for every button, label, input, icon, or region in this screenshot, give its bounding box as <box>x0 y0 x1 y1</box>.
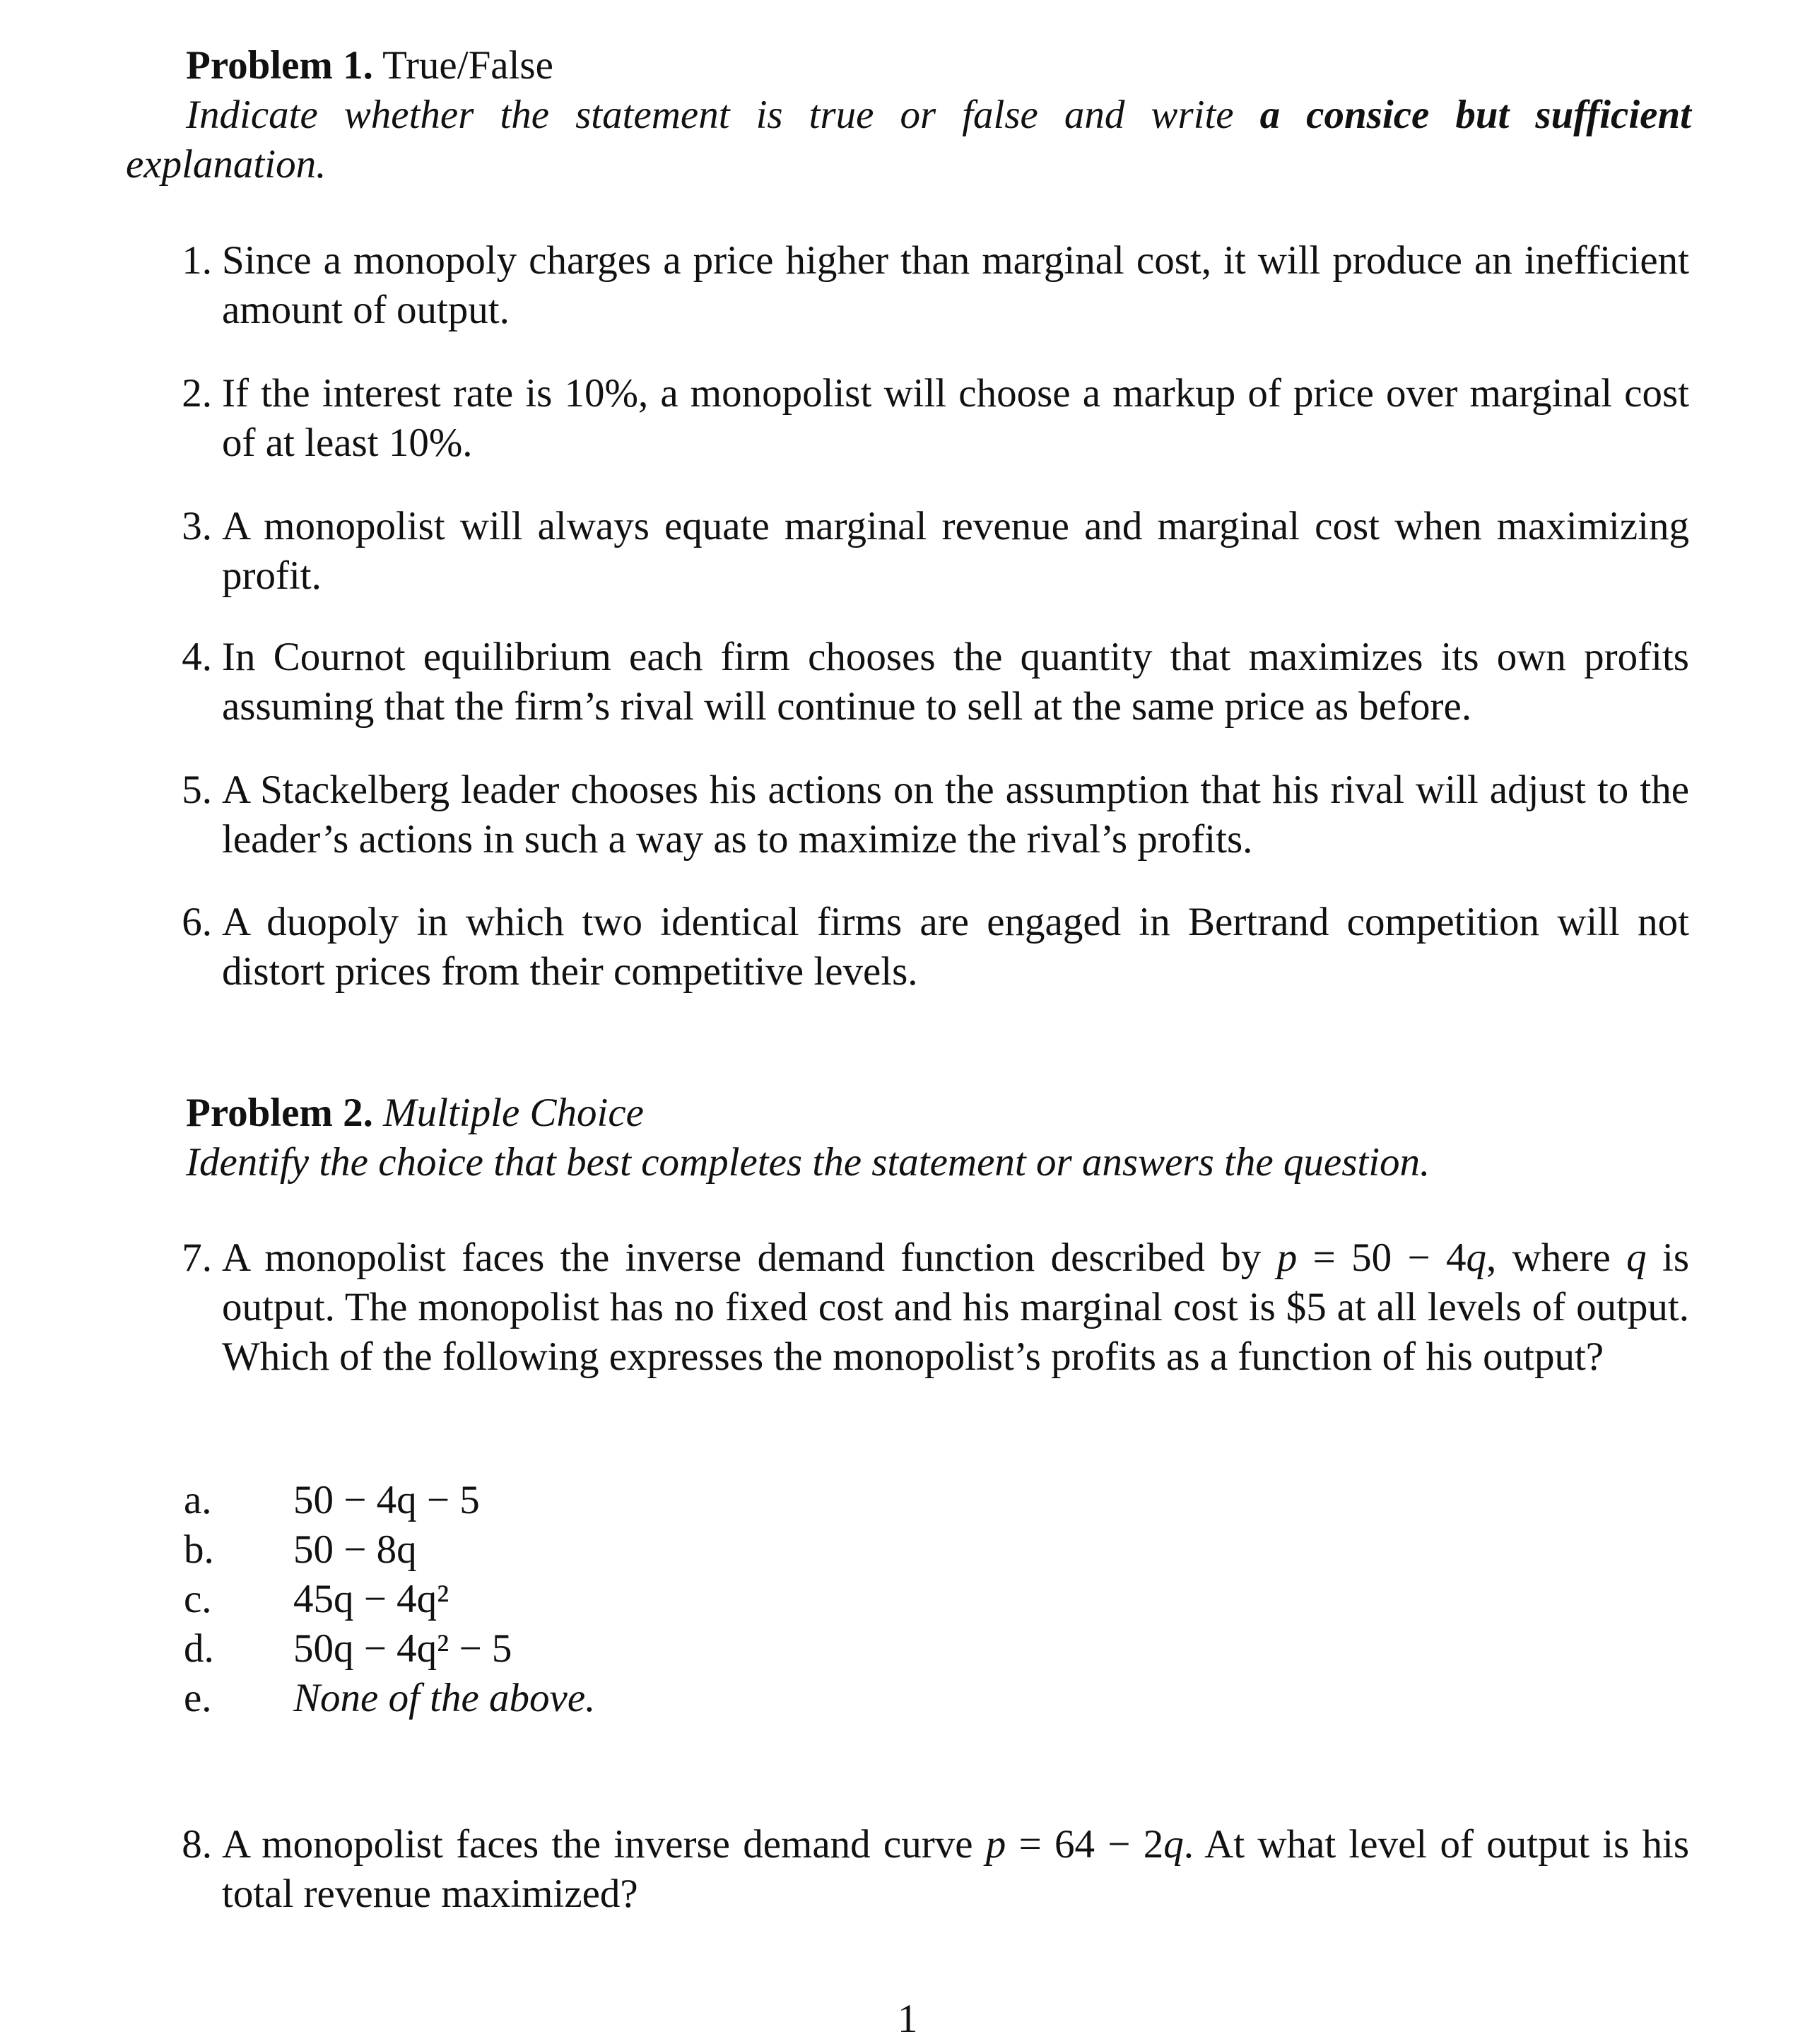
choice-label: b. <box>184 1527 214 1572</box>
equation-rest: = 50 − 4 <box>1297 1235 1467 1280</box>
equation-rest: = 64 − 2 <box>1006 1822 1164 1867</box>
page-number: 1 <box>898 1997 918 2041</box>
choice-label: e. <box>184 1676 212 1720</box>
variable-q: q <box>1626 1235 1647 1280</box>
question-text <box>222 1820 1689 1919</box>
question-number: 7. <box>182 1235 212 1280</box>
choice-label: a. <box>184 1478 212 1522</box>
choice-c <box>184 1575 449 1624</box>
choice-d <box>184 1624 512 1674</box>
choice-expression: 50 − 8q <box>293 1527 417 1572</box>
problem-1-item <box>170 765 1689 864</box>
problem-1-instruction-bold: a consice but sufficient <box>1259 93 1692 137</box>
choice-label: d. <box>184 1626 214 1671</box>
problem-1-instruction-line2: explanation. <box>126 142 327 187</box>
equation-variable-p: p <box>985 1822 1006 1867</box>
problem-2-instruction: Identify the choice that best completes the statement or answers the question. <box>186 1140 1430 1185</box>
choice-label: c. <box>184 1577 212 1621</box>
problem-1-instruction-a: Indicate whether the statement is true or false and write <box>186 93 1234 137</box>
item-number: 6. <box>182 900 212 944</box>
item-text: Since a monopoly charges a price higher than marginal cost, it will produce an inefficient amount of output. <box>222 238 1689 332</box>
equation-variable-q: q <box>1163 1822 1184 1867</box>
item-text: If the interest rate is 10%, a monopolist will choose a markup of price over marginal cost of at least 10%. <box>222 371 1689 465</box>
item-number: 4. <box>182 635 212 679</box>
choice-expression: 50q − 4q² − 5 <box>293 1626 512 1671</box>
item-number: 5. <box>182 768 212 812</box>
choice-expression: None of the above. <box>293 1676 596 1720</box>
item-text: A Stackelberg leader chooses his actions on the assumption that his rival will adjust to the leader’s actions in such a way as to maximize the rival’s profits. <box>222 768 1689 862</box>
question-text-c: is output. The monopolist has no fixed cost and his marginal cost is $5 at all levels of output. Which of the following expresses the monopolist’s profits as a function of his output? <box>222 1235 1690 1379</box>
item-text: A monopolist will always equate marginal revenue and marginal cost when maximizing profit. <box>222 504 1689 598</box>
question-text-a: A monopolist faces the inverse demand curve <box>222 1822 973 1867</box>
choice-b <box>184 1525 417 1575</box>
problem-1-title: True/False <box>382 43 553 88</box>
question-text-b: , where <box>1486 1235 1611 1280</box>
item-number: 2. <box>182 371 212 416</box>
item-text: In Cournot equilibrium each firm chooses the quantity that maximizes its own profits assuming that the firm’s rival will continue to sell at the same price as before. <box>222 635 1689 729</box>
problem-1-item <box>170 502 1689 601</box>
equation-variable-p: p <box>1276 1235 1298 1280</box>
question-text-a: A monopolist faces the inverse demand function described by <box>222 1235 1262 1280</box>
choice-expression: 50 − 4q − 5 <box>293 1478 480 1522</box>
question-8 <box>170 1820 1689 1919</box>
question-text-b: . At what level of output is his total revenue maximized? <box>222 1822 1690 1916</box>
item-number: 3. <box>182 504 212 548</box>
problem-1-item <box>170 898 1689 997</box>
problem-2-label: Problem 2. <box>186 1091 373 1135</box>
problem-2-title: Multiple Choice <box>383 1091 644 1135</box>
problem-1-item <box>170 236 1689 335</box>
item-text: A duopoly in which two identical firms are engaged in Bertrand competition will not distort prices from their competitive levels. <box>222 900 1689 994</box>
equation-variable-q: q <box>1466 1235 1486 1280</box>
problem-2-heading <box>186 1088 644 1138</box>
item-number: 1. <box>182 238 212 283</box>
problem-1-label: Problem 1. <box>186 43 373 88</box>
question-7 <box>170 1233 1689 1382</box>
problem-1-item <box>170 369 1689 468</box>
question-text <box>222 1233 1689 1382</box>
choice-expression: 45q − 4q² <box>293 1577 449 1621</box>
question-number: 8. <box>182 1822 212 1867</box>
problem-1-instruction-line1 <box>186 90 1691 140</box>
choice-a <box>184 1476 480 1525</box>
problem-1-item <box>170 633 1689 732</box>
problem-1-heading <box>186 41 553 90</box>
choice-e <box>184 1674 595 1723</box>
